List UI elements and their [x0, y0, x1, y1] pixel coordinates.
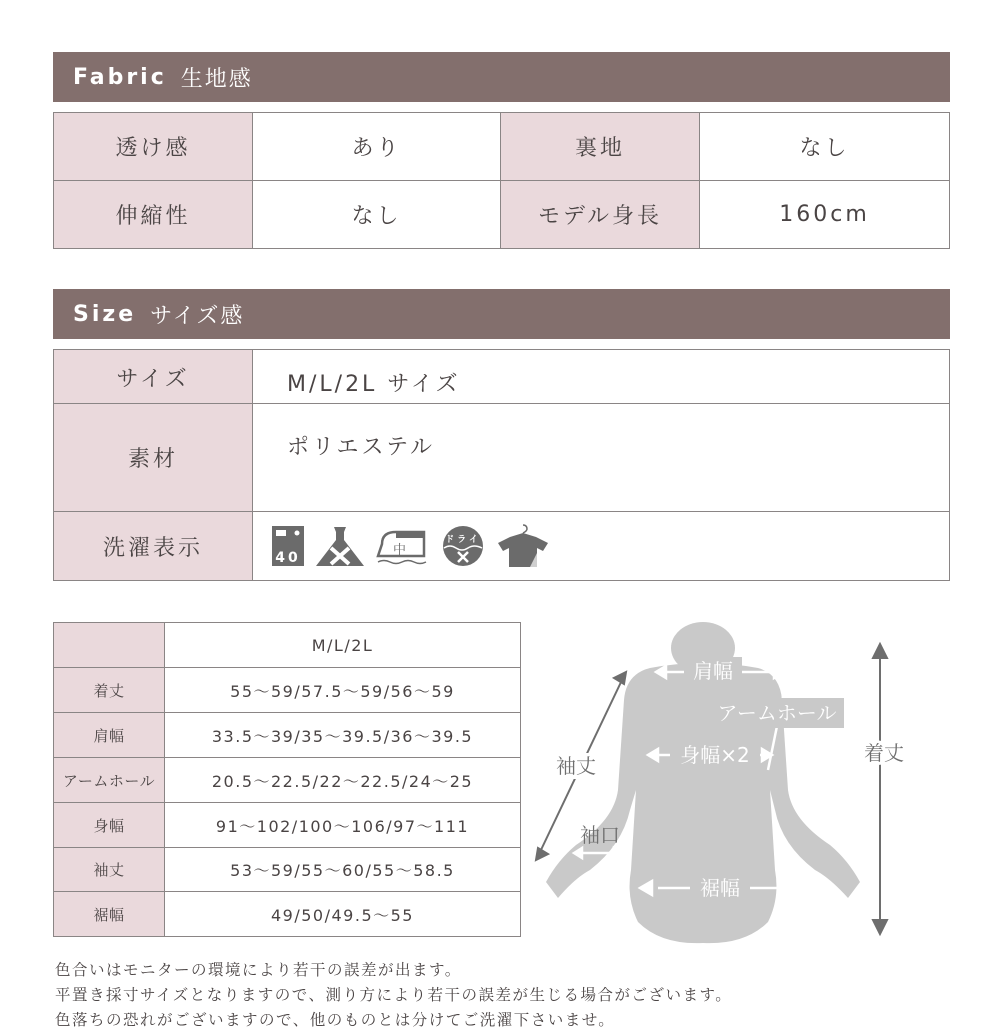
table-row [54, 623, 521, 668]
table-row [54, 803, 521, 848]
lining-value: なし [700, 113, 950, 181]
row-label: 袖丈 [54, 848, 165, 892]
fabric-section-header [53, 52, 950, 102]
no-bleach-icon [314, 524, 366, 568]
row-label: 裾幅 [54, 892, 165, 937]
table-row [54, 113, 950, 181]
note-line: 色落ちの恐れがございますので、他のものとは分けてご洗濯下さいませ。 [55, 1011, 616, 1029]
row-value: 91〜102/100〜106/97〜111 [165, 803, 521, 848]
size-header: M/L/2L [165, 623, 521, 668]
size-title-en: Size [73, 301, 137, 327]
garment-figure [530, 620, 930, 950]
sleeve-label: 袖丈 [556, 754, 596, 778]
length-label: 着丈 [864, 741, 904, 765]
table-row [54, 848, 521, 892]
care-label: 洗濯表示 [54, 512, 253, 581]
no-dry-clean-icon [438, 524, 488, 568]
table-row [54, 713, 521, 758]
fabric-title-ja: 生地感 [180, 66, 253, 92]
size-table [53, 349, 950, 581]
hem-label: 裾幅 [700, 876, 740, 900]
wash-40-icon [270, 524, 306, 568]
care-icons-cell [253, 512, 950, 581]
stretch-label: 伸縮性 [54, 181, 253, 249]
material-label: 素材 [54, 404, 253, 512]
fabric-title-en: Fabric [73, 64, 167, 90]
row-label: アームホール [54, 758, 165, 803]
note-line: 色合いはモニターの環境により若干の誤差が出ます。 [55, 961, 462, 979]
table-row [54, 181, 950, 249]
stretch-value: なし [253, 181, 501, 249]
cuff-label: 袖口 [580, 823, 620, 847]
note-line: 平置き採寸サイズとなりますので、測り方により若干の誤差が生じる場合がございます。 [55, 986, 733, 1004]
row-label: 肩幅 [54, 713, 165, 758]
size-label: サイズ [54, 350, 253, 404]
row-value: 55〜59/57.5〜59/56〜59 [165, 668, 521, 713]
transparency-label: 透け感 [54, 113, 253, 181]
iron-temp-text: 中 [392, 543, 410, 558]
hang-dry-icon [496, 523, 550, 569]
fabric-table [53, 112, 950, 249]
lining-label: 裏地 [501, 113, 700, 181]
size-section-header [53, 289, 950, 339]
transparency-value: あり [253, 113, 501, 181]
measurement-table [53, 622, 521, 937]
table-row [54, 404, 950, 512]
shoulder-label: 肩幅 [693, 659, 733, 683]
notes [55, 958, 732, 1033]
model-height-value: 160cm [700, 181, 950, 249]
table-row [54, 758, 521, 803]
size-value: M/L/2L サイズ [253, 350, 950, 404]
table-row [54, 512, 950, 581]
model-height-label: モデル身長 [501, 181, 700, 249]
table-row [54, 668, 521, 713]
material-value: ポリエステル [253, 404, 950, 512]
iron-low-icon [374, 524, 430, 568]
row-value: 20.5〜22.5/22〜22.5/24〜25 [165, 758, 521, 803]
row-value: 49/50/49.5〜55 [165, 892, 521, 937]
wash-temp-text: 40 [275, 550, 301, 566]
corner-cell [54, 623, 165, 668]
table-row [54, 892, 521, 937]
body-width-label: 身幅×2 [680, 743, 750, 767]
row-label: 身幅 [54, 803, 165, 848]
row-value: 33.5〜39/35〜39.5/36〜39.5 [165, 713, 521, 758]
table-row [54, 350, 950, 404]
row-label: 着丈 [54, 668, 165, 713]
row-value: 53〜59/55〜60/55〜58.5 [165, 848, 521, 892]
dry-clean-text: ドライ [445, 535, 481, 545]
size-title-ja: サイズ感 [150, 303, 245, 329]
armhole-label: アームホール [717, 701, 837, 725]
